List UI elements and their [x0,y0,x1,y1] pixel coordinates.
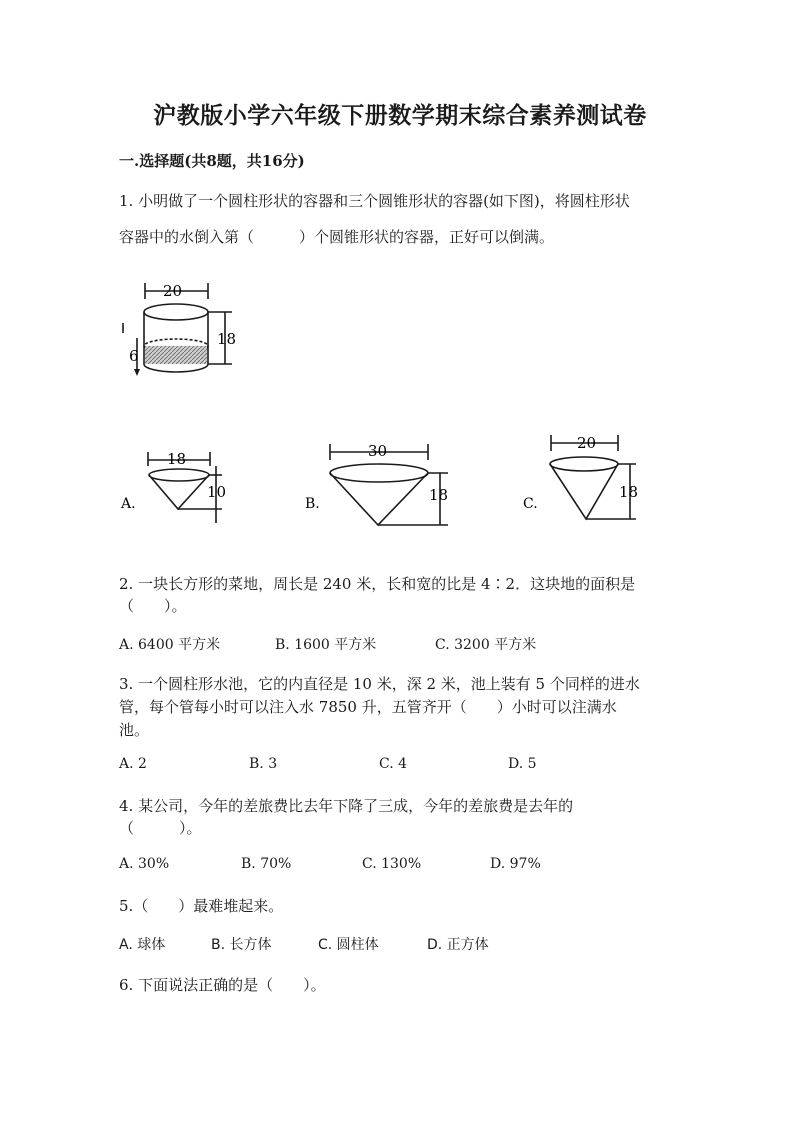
question-5-option-d: D. 正方体 [427,937,489,953]
cone-b-height-label: 18 [429,486,449,504]
page-title: 沪教版小学六年级下册数学期末综合素养测试卷 [153,102,647,129]
question-6-line-1: 6. 下面说法正确的是（ ）。 [119,976,326,994]
question-5-option-c: C. 圆柱体 [318,937,379,953]
cone-c-diameter-label: 20 [577,434,597,452]
question-5-option-b: B. 长方体 [211,937,272,953]
question-2-line-2: （ ）。 [119,597,187,615]
cylinder-height-label: 18 [217,330,237,348]
question-3-line-1: 3. 一个圆柱形水池，它的内直径是 10 米，深 2 米，池上装有 5 个同样的进水 [119,675,640,693]
question-4-line-2: （ ）。 [119,819,202,837]
cylinder-diameter-label: 20 [163,282,183,300]
question-5-option-a: A. 球体 [119,937,166,953]
question-2-option-a: A. 6400 平方米 [119,637,221,653]
cone-b-diameter-label: 30 [368,442,388,460]
question-1-figure [0,0,800,560]
cone-b-figure [330,444,448,525]
cone-b-option-label: B. [305,496,320,512]
question-4-option-b: B. 70% [241,856,292,872]
question-3-option-c: C. 4 [379,756,408,772]
question-3-line-2: 管，每个管每小时可以注入水 7850 升，五管齐开（ ）小时可以注满水 [119,698,617,716]
question-1-line-2: 容器中的水倒入第（ ）个圆锥形状的容器，正好可以倒满。 [119,228,555,246]
question-4-option-d: D. 97% [490,856,541,872]
cone-c-height-label: 18 [619,483,639,501]
cylinder-water-label: 6 [129,347,139,365]
question-4-line-1: 4. 某公司，今年的差旅费比去年下降了三成，今年的差旅费是去年的 [119,797,574,815]
question-3-line-3: 池。 [119,721,150,739]
question-2-option-b: B. 1600 平方米 [275,637,377,653]
question-3-option-b: B. 3 [249,756,278,772]
section-heading: 一.选择题(共8题，共16分) [119,152,305,170]
question-2-option-c: C. 3200 平方米 [435,637,537,653]
question-4-option-a: A. 30% [119,856,170,872]
question-3-option-d: D. 5 [508,756,537,772]
question-3-option-a: A. 2 [119,756,147,772]
cone-a-option-label: A. [121,496,136,512]
question-5-line-1: 5.（ ）最难堆起来。 [119,897,284,915]
question-4-option-c: C. 130% [362,856,422,872]
cone-a-diameter-label: 18 [167,450,187,468]
cone-c-option-label: C. [523,496,538,512]
cone-a-height-label: 10 [207,483,227,501]
question-1-line-1: 1. 小明做了一个圆柱形状的容器和三个圆锥形状的容器(如下图)，将圆柱形状 [119,192,630,210]
question-2-line-1: 2. 一块长方形的菜地，周长是 240 米，长和宽的比是 4∶2．这块地的面积是 [119,575,636,593]
